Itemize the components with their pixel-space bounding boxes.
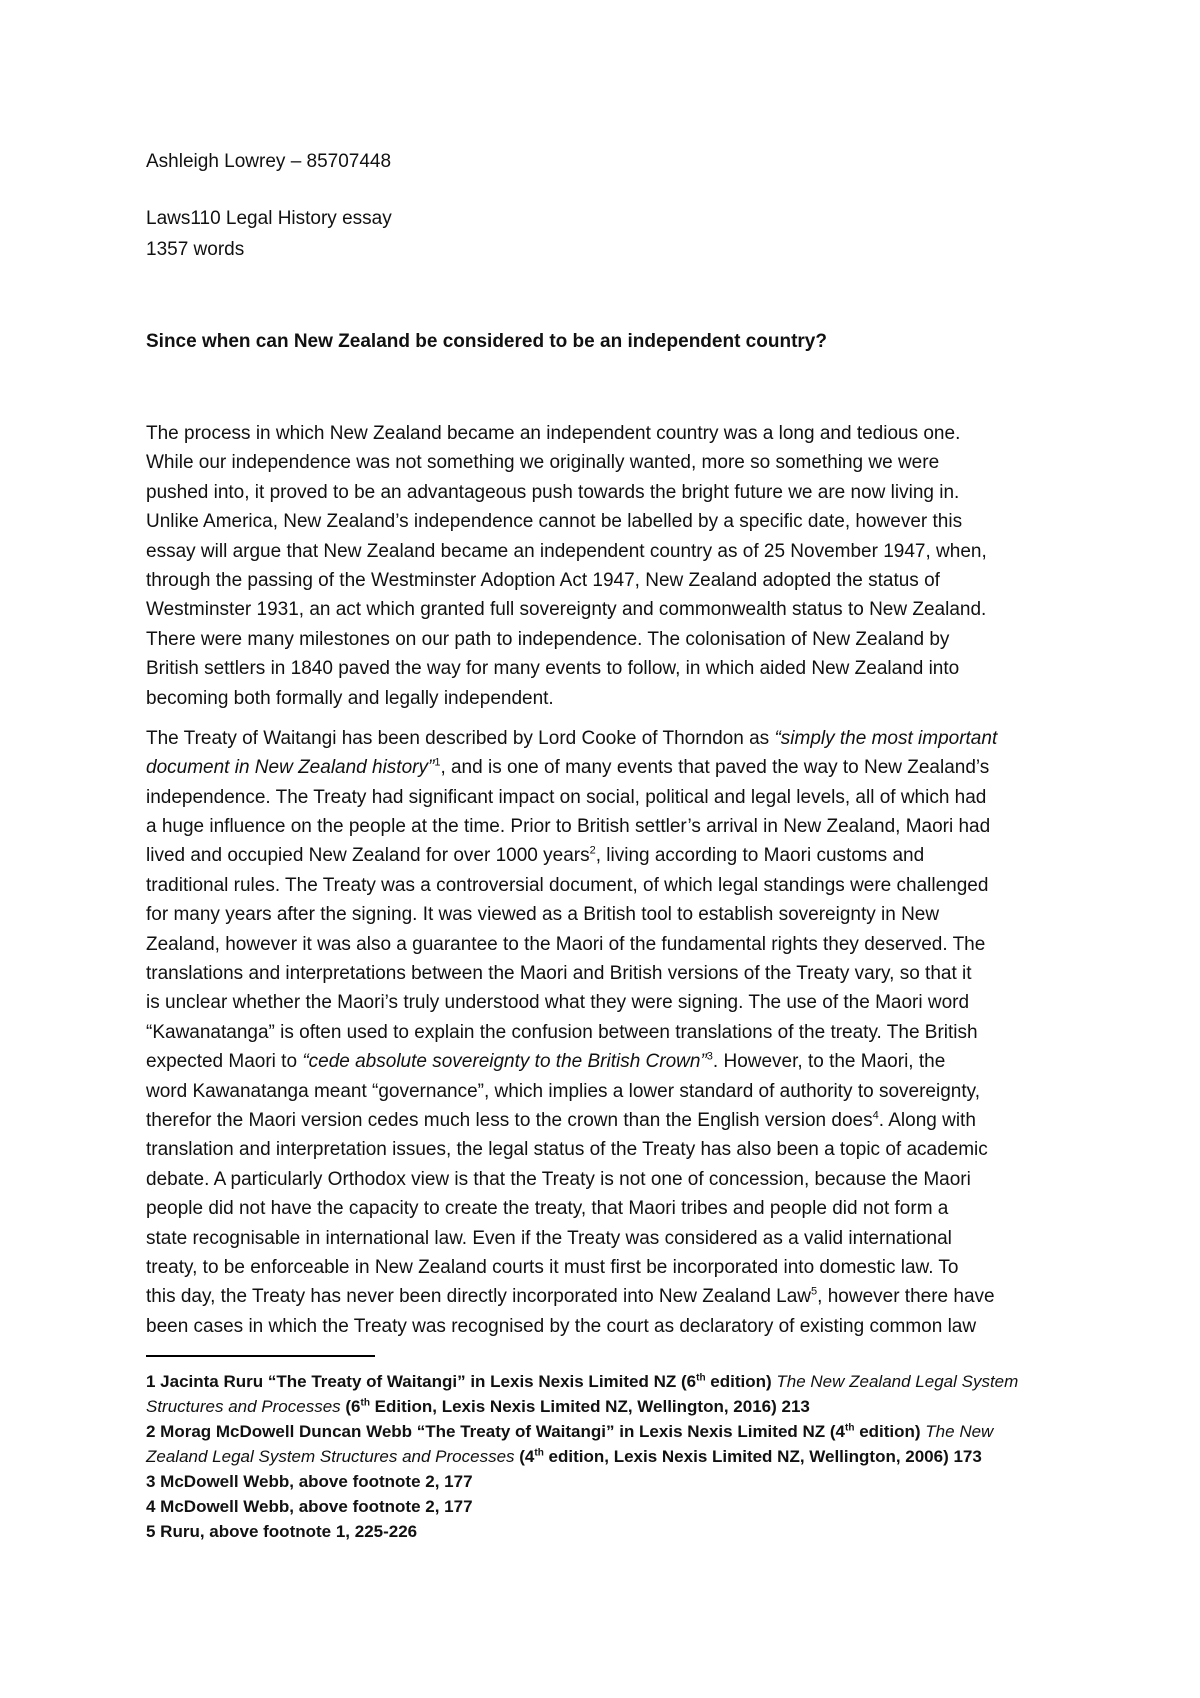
text-run: therefor the Maori version cedes much less to the crown than the English version does <box>146 1109 873 1131</box>
text-line: essay will argue that New Zealand became an independent country as of 25 November 1947, when, <box>146 540 987 562</box>
text-line: While our independence was not something we originally wanted, more so something we were <box>146 452 940 474</box>
author-line: Ashleigh Lowrey – 85707448 <box>146 151 392 172</box>
text-run: this day, the Treaty has never been directly incorporated into New Zealand Law <box>146 1286 812 1308</box>
text-line: debate. A particularly Orthodox view is that the Treaty is not one of concession, because the Maori <box>146 1168 971 1190</box>
footnote-ref-4[interactable]: 4 <box>872 1109 879 1122</box>
essay-body <box>146 419 1060 1341</box>
text-line: traditional rules. The Treaty was a controversial document, of which legal standings were challenged <box>146 874 989 896</box>
text-line <box>146 1282 1060 1311</box>
text-run: . Along with <box>878 1109 976 1131</box>
footnotes <box>146 1369 1076 1544</box>
footnote-2-cont <box>146 1444 1076 1469</box>
quote-italic: document in New Zealand history” <box>146 757 435 779</box>
footnote-ref-1[interactable]: 1 <box>434 756 441 769</box>
text-run: Edition, Lexis Nexis Limited NZ, Wellington, 2016) 213 <box>369 1397 810 1416</box>
text-line: British settlers in 1840 paved the way for many events to follow, in which aided New Zealand into <box>146 658 960 680</box>
superscript: th <box>360 1397 370 1409</box>
text-line: translations and interpretations between the Maori and British versions of the Treaty vary, so that it <box>146 963 972 985</box>
superscript: th <box>696 1372 706 1384</box>
footnote-5: 5 Ruru, above footnote 1, 225-226 <box>146 1522 418 1541</box>
footnote-4: 4 McDowell Webb, above footnote 2, 177 <box>146 1497 473 1516</box>
text-line: translation and interpretation issues, the legal status of the Treaty has also been a topic of academic <box>146 1139 988 1161</box>
text-run: , and is one of many events that paved the way to New Zealand’s <box>440 757 990 779</box>
superscript: th <box>534 1447 544 1459</box>
text-line: There were many milestones on our path to independence. The colonisation of New Zealand by <box>146 628 950 650</box>
text-line: been cases in which the Treaty was recognised by the court as declaratory of existing common law <box>146 1315 977 1337</box>
text-line: state recognisable in international law. Even if the Treaty was considered as a valid international <box>146 1227 952 1249</box>
book-title-italic: Zealand Legal System Structures and Processes <box>146 1447 515 1466</box>
text-run: (6 <box>340 1397 361 1416</box>
footnote-1-cont <box>146 1394 1076 1419</box>
text-line <box>146 1106 1060 1135</box>
text-line <box>146 841 1060 870</box>
paragraph-1 <box>146 419 1060 713</box>
text-run: edition, Lexis Nexis Limited NZ, Wellington, 2006) 173 <box>543 1447 982 1466</box>
text-line: becoming both formally and legally independent. <box>146 687 554 709</box>
text-line: Unlike America, New Zealand’s independence cannot be labelled by a specific date, however this <box>146 511 963 533</box>
text-run: edition) <box>854 1422 926 1441</box>
text-run: 1 Jacinta Ruru “The Treaty of Waitangi” in Lexis Nexis Limited NZ (6 <box>146 1372 697 1391</box>
paragraph-spacer <box>146 713 1060 724</box>
word-count: 1357 words <box>146 239 245 260</box>
footnote-2 <box>146 1419 1076 1444</box>
text-run: . However, to the Maori, the <box>712 1051 946 1073</box>
text-line <box>146 1047 1060 1076</box>
text-line: Zealand, however it was also a guarantee to the Maori of the fundamental rights they deserved. The <box>146 933 986 955</box>
text-line: Westminster 1931, an act which granted full sovereignty and commonwealth status to New Zealand. <box>146 599 987 621</box>
text-run: expected Maori to <box>146 1051 303 1073</box>
quote-italic: “simply the most important <box>774 727 998 749</box>
footnote-ref-5[interactable]: 5 <box>811 1286 818 1298</box>
footnote-ref-3[interactable]: 3 <box>706 1050 713 1063</box>
text-run: The Treaty of Waitangi has been described by Lord Cooke of Thorndon as <box>146 727 775 749</box>
text-line: The process in which New Zealand became an independent country was a long and tedious one. <box>146 423 961 444</box>
text-line: a huge influence on the people at the time. Prior to British settler’s arrival in New Zealand, Maori had <box>146 816 991 838</box>
text-line: is unclear whether the Maori’s truly understood what they were signing. The use of the Maori word <box>146 992 970 1014</box>
text-run: 2 Morag McDowell Duncan Webb “The Treaty of Waitangi” in Lexis Nexis Limited NZ (4 <box>146 1422 846 1441</box>
book-title-italic: The New Zealand Legal System <box>776 1372 1019 1391</box>
book-title-italic: The New <box>925 1422 994 1441</box>
text-line: pushed into, it proved to be an advantageous push towards the bright future we are now living in. <box>146 481 960 503</box>
text-run: edition) <box>705 1372 777 1391</box>
text-line: people did not have the capacity to create the treaty, that Maori tribes and people did not form a <box>146 1198 949 1220</box>
superscript: th <box>845 1422 855 1434</box>
essay-title: Since when can New Zealand be considered to be an independent country? <box>146 331 827 352</box>
text-run: , however there have <box>817 1286 995 1308</box>
text-line: independence. The Treaty had significant impact on social, political and legal levels, all of which had <box>146 786 987 808</box>
text-line: through the passing of the Westminster Adoption Act 1947, New Zealand adopted the status of <box>146 569 940 591</box>
text-run: lived and occupied New Zealand for over 1000 years <box>146 845 590 867</box>
text-run: (4 <box>514 1447 535 1466</box>
paragraph-2 <box>146 724 1060 1341</box>
text-line: “Kawanatanga” is often used to explain the confusion between translations of the treaty. The British <box>146 1021 978 1043</box>
course-line: Laws110 Legal History essay <box>146 208 392 229</box>
footnote-3: 3 McDowell Webb, above footnote 2, 177 <box>146 1472 473 1491</box>
text-line: word Kawanatanga meant “governance”, which implies a lower standard of authority to sovereignty, <box>146 1080 980 1102</box>
quote-italic: “cede absolute sovereignty to the British Crown” <box>302 1051 707 1073</box>
footnote-ref-2[interactable]: 2 <box>589 845 596 858</box>
text-line <box>146 724 1060 753</box>
text-line <box>146 753 1060 782</box>
footnote-1 <box>146 1369 1076 1394</box>
footnote-separator <box>146 1355 375 1357</box>
text-run: , living according to Maori customs and <box>595 845 925 867</box>
text-line: for many years after the signing. It was viewed as a British tool to establish sovereignty in New <box>146 904 940 926</box>
book-title-italic: Structures and Processes <box>146 1397 341 1416</box>
text-line: treaty, to be enforceable in New Zealand courts it must first be incorporated into domestic law. To <box>146 1256 959 1278</box>
